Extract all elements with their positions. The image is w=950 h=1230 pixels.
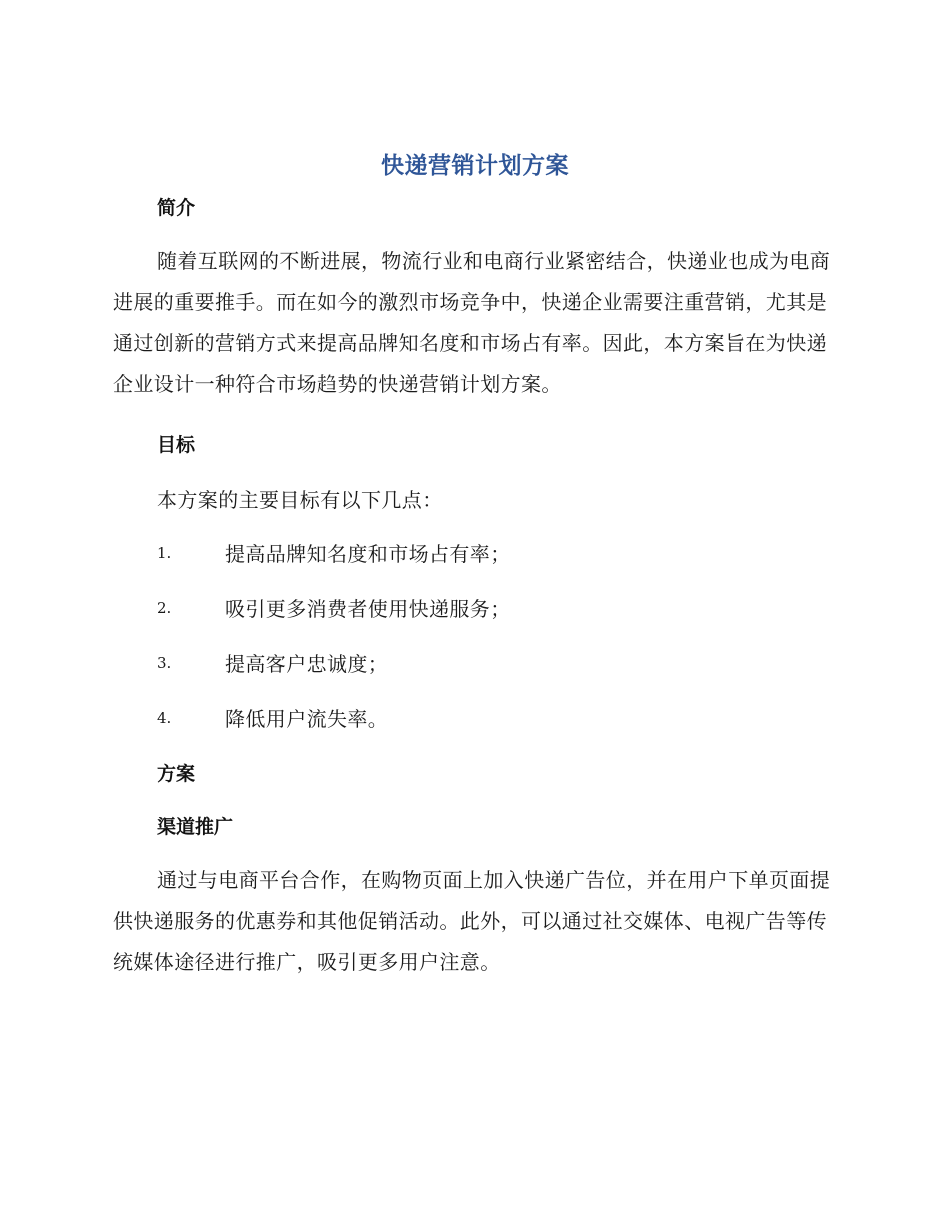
list-item-number: 4. bbox=[157, 709, 172, 727]
list-item-text: 降低用户流失率。 bbox=[225, 707, 389, 731]
list-item-text: 吸引更多消费者使用快递服务； bbox=[225, 597, 511, 621]
list-item-number: 2. bbox=[157, 599, 172, 617]
section-heading-channel: 渠道推广 bbox=[157, 816, 234, 838]
intro-paragraph: 随着互联网的不断进展，物流行业和电商行业紧密结合，快递业也成为电商进展的重要推手。而在如今的激烈市场竞争中，快递企业需要注重营销，尤其是通过创新的营销方式来提高品牌知名度和市场占有率。因此，本方案旨在为快递企业设计一种符合市场趋势的快递营销计划方案。 bbox=[113, 249, 831, 396]
document-title: 快递营销计划方案 bbox=[381, 153, 569, 179]
channel-paragraph: 通过与电商平台合作，在购物页面上加入快递广告位，并在用户下单页面提供快递服务的优惠券和其他促销活动。此外，可以通过社交媒体、电视广告等传统媒体途径进行推广，吸引更多用户注意。 bbox=[113, 868, 831, 974]
list-item-number: 1. bbox=[157, 544, 172, 562]
list-item bbox=[157, 703, 757, 733]
list-item-text: 提高品牌知名度和市场占有率； bbox=[225, 542, 511, 566]
section-heading-plan: 方案 bbox=[157, 763, 196, 785]
list-item-number: 3. bbox=[157, 654, 172, 672]
section-heading-goals: 目标 bbox=[157, 434, 196, 456]
list-item bbox=[157, 538, 757, 568]
list-item bbox=[157, 593, 757, 623]
section-heading-intro: 简介 bbox=[157, 197, 196, 219]
list-item-text: 提高客户忠诚度； bbox=[225, 652, 389, 676]
goals-lead-text: 本方案的主要目标有以下几点： bbox=[157, 488, 443, 512]
list-item bbox=[157, 648, 757, 678]
